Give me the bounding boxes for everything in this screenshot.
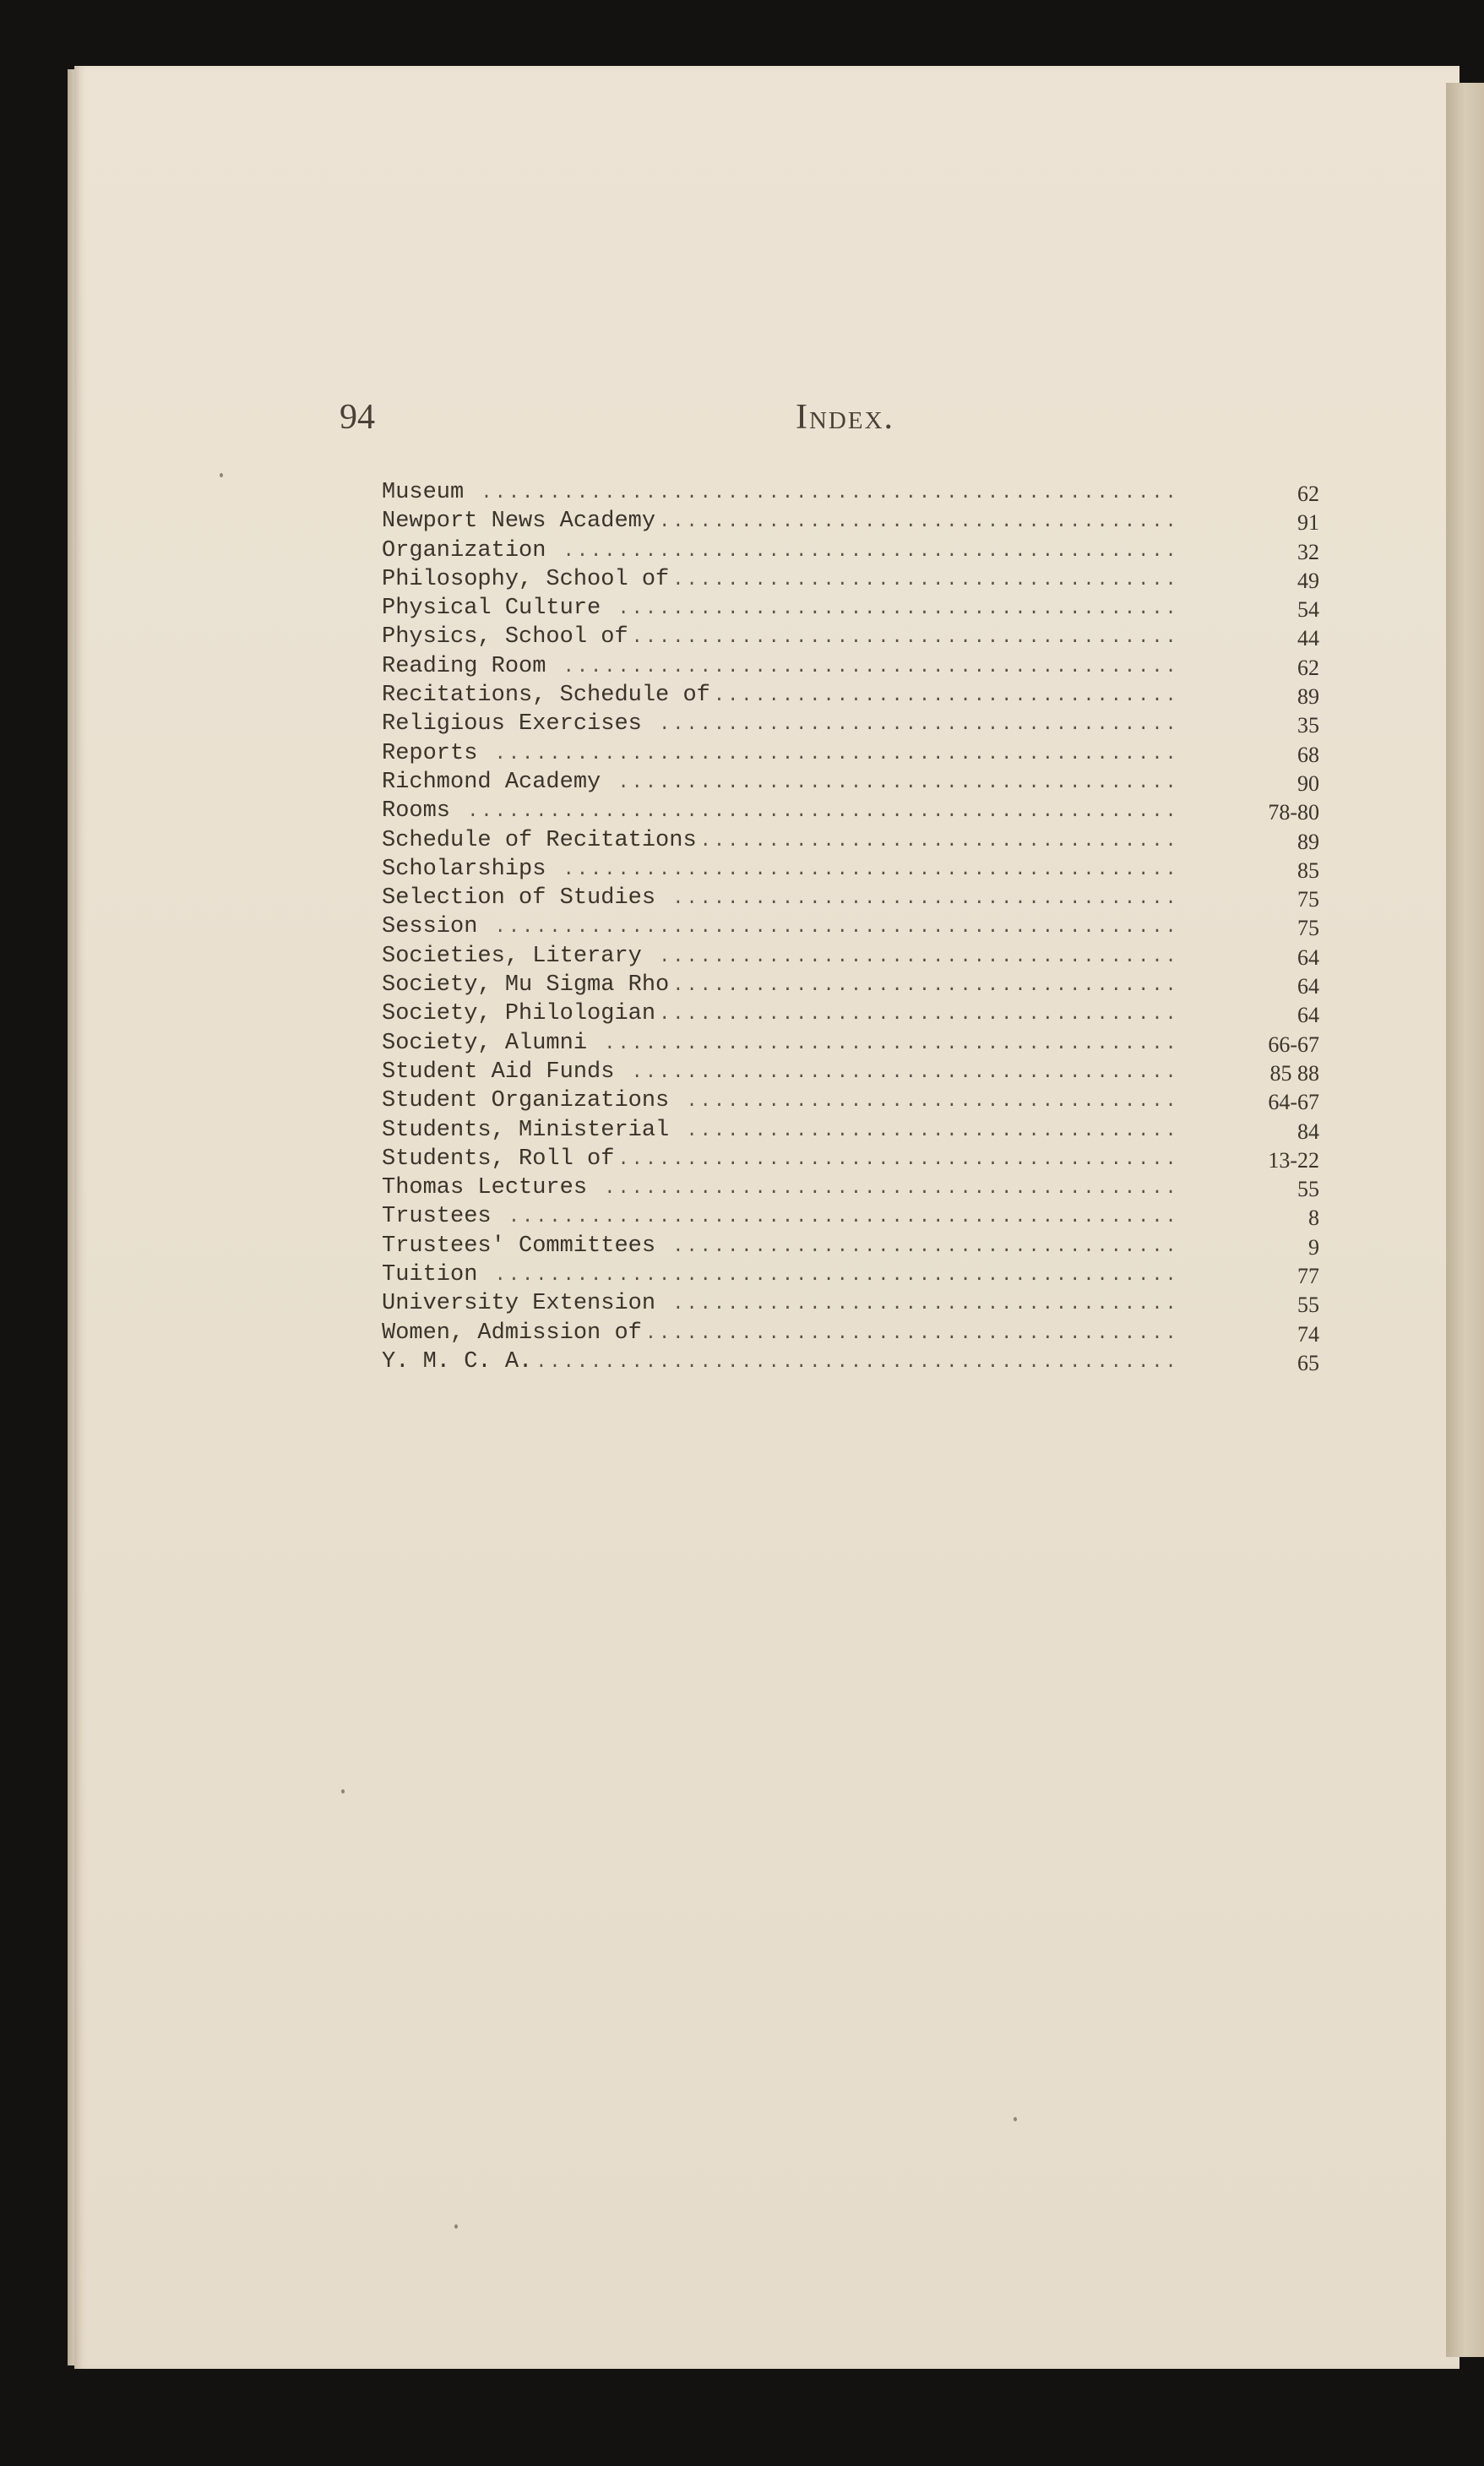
index-entry-term: Student Aid Funds (382, 1059, 628, 1085)
index-entry-term: Selection of Studies (382, 885, 670, 912)
index-entry-page: 62 (1297, 655, 1319, 680)
dot-leader (632, 1062, 1183, 1083)
index-entry-term-wrap (382, 1118, 1188, 1143)
dot-leader (659, 946, 1183, 967)
index-entry (382, 1118, 1319, 1146)
page-number: 94 (340, 398, 375, 437)
index-entry (382, 857, 1319, 885)
index-entry-page: 55 (1297, 1177, 1319, 1202)
index-entry-page: 64 (1297, 974, 1319, 999)
index-entry (382, 1349, 1319, 1378)
paper-speck (341, 1789, 345, 1794)
index-entry-page: 66-67 (1268, 1032, 1319, 1057)
index-entry-page: 35 (1297, 713, 1319, 738)
index-entry (382, 1031, 1319, 1059)
index-entry-term: Society, Mu Sigma Rho (382, 972, 670, 999)
index-entry-term: Students, Roll of (382, 1146, 615, 1172)
index-entry-term: Students, Ministerial (382, 1117, 683, 1143)
index-entry-term-wrap (382, 741, 1188, 766)
index-entry-term: Reading Room (382, 653, 560, 679)
index-entry-term-wrap (382, 1349, 1188, 1375)
index-entry-term: Richmond Academy (382, 769, 615, 795)
index-entry (382, 798, 1319, 827)
index-entry (382, 654, 1319, 683)
index-entry (382, 1233, 1319, 1262)
index-entry (382, 972, 1319, 1001)
index-entry (382, 1320, 1319, 1349)
index-entry-term-wrap (382, 1320, 1188, 1346)
index-entry-term-wrap (382, 1146, 1188, 1172)
dot-leader (672, 888, 1183, 909)
index-entry-term: Y. M. C. A. (382, 1348, 533, 1375)
index-entry (382, 1146, 1319, 1175)
index-entry (382, 1088, 1319, 1117)
index-entry-term: Tuition (382, 1262, 492, 1288)
dot-leader (604, 1033, 1183, 1054)
index-entry-term: Philosophy, School of (382, 566, 670, 592)
paper-speck (220, 473, 223, 477)
index-entry-page: 85 (1297, 857, 1319, 883)
index-entry-term-wrap (382, 1204, 1188, 1229)
index-entry-page: 84 (1297, 1119, 1319, 1144)
dot-leader (659, 714, 1183, 735)
index-entry-page: 55 (1297, 1293, 1319, 1318)
index-list (382, 480, 1319, 1378)
index-entry-term: University Extension (382, 1291, 670, 1317)
index-entry (382, 1001, 1319, 1030)
index-entry (382, 1204, 1319, 1233)
index-entry-term-wrap (382, 1088, 1188, 1113)
dot-leader (617, 598, 1183, 619)
index-entry-term: Recitations, Schedule of (382, 683, 710, 709)
dot-leader (714, 685, 1183, 706)
dot-leader (604, 1178, 1183, 1199)
dot-leader (672, 975, 1183, 996)
index-entry (382, 624, 1319, 653)
index-entry (382, 538, 1319, 567)
index-entry-term-wrap (382, 1262, 1188, 1287)
index-entry-term: Trustees' Committees (382, 1233, 670, 1259)
index-entry-page: 65 (1297, 1350, 1319, 1375)
index-entry-term: Student Organizations (382, 1088, 683, 1114)
index-entry-page: 75 (1297, 887, 1319, 912)
index-entry (382, 828, 1319, 857)
index-entry-term: Society, Philologian (382, 1001, 656, 1027)
index-entry-term-wrap (382, 857, 1188, 882)
index-entry-term-wrap (382, 538, 1188, 563)
index-entry-term-wrap (382, 798, 1188, 824)
index-entry-term-wrap (382, 624, 1188, 650)
index-entry (382, 480, 1319, 509)
dot-leader (632, 627, 1183, 648)
dot-leader (672, 1236, 1183, 1257)
index-entry-term: Organization (382, 537, 560, 563)
dot-leader (495, 917, 1183, 938)
index-entry-page: 89 (1297, 829, 1319, 854)
index-entry-page: 32 (1297, 539, 1319, 564)
index-entry-term: Session (382, 914, 492, 940)
dot-leader (659, 1004, 1183, 1025)
index-entry-page: 13-22 (1268, 1147, 1319, 1173)
index-entry (382, 1175, 1319, 1204)
index-entry-page: 91 (1297, 510, 1319, 536)
index-entry-term: Newport News Academy (382, 509, 656, 535)
index-entry-term-wrap (382, 1233, 1188, 1259)
index-entry (382, 1291, 1319, 1320)
index-entry-term-wrap (382, 509, 1188, 534)
index-entry-term-wrap (382, 654, 1188, 679)
running-head: Index. (796, 398, 895, 437)
index-entry-term-wrap (382, 567, 1188, 592)
dot-leader (495, 1265, 1183, 1286)
index-entry-term-wrap (382, 683, 1188, 708)
index-entry (382, 741, 1319, 770)
index-entry-term: Society, Alumni (382, 1030, 601, 1056)
dot-leader (508, 1206, 1183, 1228)
index-entry-term-wrap (382, 1001, 1188, 1026)
index-entry-term-wrap (382, 914, 1188, 939)
dot-leader (563, 656, 1183, 678)
index-entry (382, 711, 1319, 740)
index-entry-page: 64-67 (1268, 1090, 1319, 1115)
index-entry-term: Physical Culture (382, 596, 615, 622)
index-entry (382, 914, 1319, 943)
index-entry (382, 1262, 1319, 1291)
dot-leader (563, 541, 1183, 562)
dot-leader (481, 482, 1183, 504)
index-entry-term: Schedule of Recitations (382, 827, 697, 853)
index-entry-page: 44 (1297, 626, 1319, 651)
dot-leader (467, 801, 1183, 822)
index-entry-term: Societies, Literary (382, 943, 656, 969)
dot-leader (563, 859, 1183, 880)
index-entry-term: Museum (382, 480, 478, 505)
index-entry (382, 885, 1319, 914)
index-entry-term-wrap (382, 770, 1188, 795)
index-entry-page: 54 (1297, 597, 1319, 623)
index-entry-term: Reports (382, 740, 492, 766)
index-entry-term-wrap (382, 596, 1188, 621)
dot-leader (495, 743, 1183, 765)
index-entry-page: 89 (1297, 684, 1319, 710)
index-entry-term-wrap (382, 828, 1188, 853)
index-entry-page: 90 (1297, 770, 1319, 796)
paper-speck (1014, 2117, 1017, 2121)
index-entry-term: Religious Exercises (382, 711, 656, 738)
index-entry-page: 62 (1297, 482, 1319, 506)
index-entry-term-wrap (382, 1031, 1188, 1056)
index-entry-term-wrap (382, 885, 1188, 911)
index-entry-term-wrap (382, 480, 1188, 505)
index-entry (382, 683, 1319, 711)
index-entry-term: Thomas Lectures (382, 1175, 601, 1201)
index-entry-term-wrap (382, 1059, 1188, 1085)
index-entry-term-wrap (382, 944, 1188, 969)
index-entry (382, 596, 1319, 624)
index-entry-page: 74 (1297, 1321, 1319, 1347)
index-entry-page: 49 (1297, 568, 1319, 593)
index-entry-term: Rooms (382, 798, 465, 825)
dot-leader (686, 1091, 1183, 1112)
dot-leader (672, 569, 1183, 591)
index-entry-page: 9 (1308, 1234, 1319, 1260)
index-entry-page: 8 (1308, 1206, 1319, 1231)
dot-leader (686, 1120, 1183, 1141)
index-entry-page: 77 (1297, 1264, 1319, 1289)
index-entry-term-wrap (382, 1175, 1188, 1200)
index-entry-term: Scholarships (382, 856, 560, 882)
dot-leader (617, 1149, 1183, 1170)
index-entry (382, 509, 1319, 537)
adjacent-page-edge (1446, 83, 1484, 2357)
index-entry (382, 567, 1319, 596)
paper-speck (454, 2224, 458, 2229)
index-entry (382, 770, 1319, 798)
dot-leader (672, 1293, 1183, 1315)
index-entry-page: 68 (1297, 742, 1319, 767)
index-entry (382, 1059, 1319, 1088)
index-entry-term: Physics, School of (382, 624, 628, 651)
dot-leader (659, 511, 1183, 532)
index-entry-page: 75 (1297, 916, 1319, 941)
index-entry-term: Trustees (382, 1204, 505, 1230)
dot-leader (700, 830, 1183, 852)
dot-leader (535, 1352, 1183, 1373)
index-entry-term-wrap (382, 972, 1188, 998)
index-entry-page: 64 (1297, 944, 1319, 970)
index-entry-page: 64 (1297, 1003, 1319, 1028)
index-entry-page: 85 88 (1269, 1060, 1319, 1086)
index-entry-term-wrap (382, 711, 1188, 737)
index-entry (382, 944, 1319, 972)
index-entry-page: 78-80 (1268, 800, 1319, 825)
index-entry-term: Women, Admission of (382, 1320, 642, 1346)
dot-leader (617, 772, 1183, 793)
index-entry-term-wrap (382, 1291, 1188, 1316)
dot-leader (645, 1323, 1183, 1344)
